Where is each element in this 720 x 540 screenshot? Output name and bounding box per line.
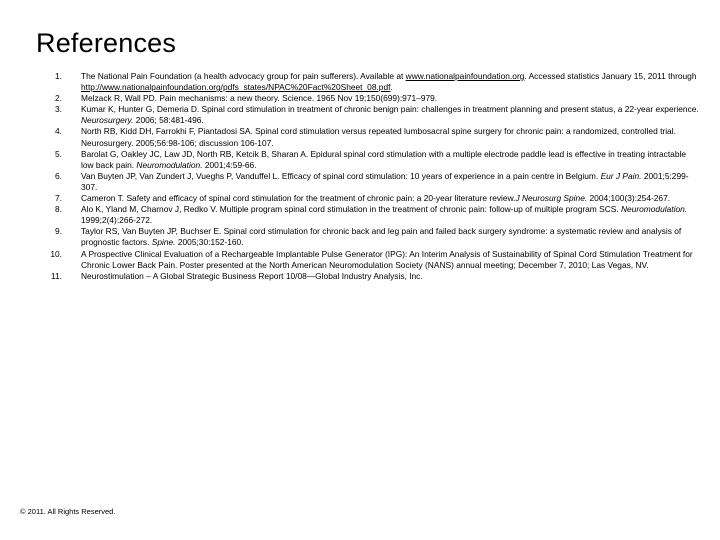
- reference-text: [81, 71, 700, 93]
- reference-text: [81, 149, 700, 171]
- reference-item: [36, 126, 700, 148]
- reference-text: [81, 204, 700, 226]
- reference-text: [81, 104, 700, 126]
- reference-item: [36, 93, 700, 104]
- reference-text-part: Cameron T. Safety and efficacy of spinal cord stimulation for the treatment of chronic pain: a 20-year literature review.: [81, 193, 516, 204]
- reference-text: A Prospective Clinical Evaluation of a Rechargeable Implantable Pulse Generator (IPG): An Interim Analysis of Sustainability of Spinal Cord Stimulation Treatment for Chronic Lower Back Pain. Poster presented at the North American Neuromodulation Society (NANS) annual meeting; December 7, 2010; Las Vegas, NV.: [81, 248, 693, 270]
- reference-text-part: 1999;2(4):266-272.: [81, 215, 153, 226]
- reference-text-part: 2001;5:299-307.: [81, 170, 689, 192]
- reference-text-part: Alo K, Yland M, Charnov J, Redko V. Multiple program spinal cord stimulation in the treatment of chronic pain: follow-up of multiple program SCS.: [81, 204, 621, 215]
- reference-item: [36, 249, 700, 271]
- reference-text: North RB, Kidd DH, Farrokhi F, Piantadosi SA. Spinal cord stimulation versus repeated lumbosacral spine surgery for chronic pain: a randomized, controlled trial. Neurosurgery. 2005;56:98-106; discussion 106-107.: [81, 126, 676, 148]
- reference-text: [81, 171, 700, 193]
- reference-item: [36, 271, 700, 282]
- reference-text: Melzack R, Wall PD. Pain mechanisms: a new theory. Science. 1965 Nov 19;150(699):971–979.: [81, 93, 438, 104]
- reference-text-part: 2001;4:59-66.: [202, 159, 257, 170]
- reference-number: 11.: [50, 270, 62, 281]
- reference-number: 6.: [55, 170, 62, 181]
- reference-number: 7.: [55, 193, 62, 204]
- journal-name: Neurosurgery.: [81, 115, 134, 126]
- journal-name: Eur J Pain.: [600, 170, 642, 181]
- journal-name: Spine.: [151, 237, 176, 248]
- reference-text-part: 2005;30:152-160.: [175, 237, 244, 248]
- reference-text-part: The National Pain Foundation (a health advocacy group for pain sufferers). Available at: [81, 71, 406, 81]
- reference-text-part: . Accessed statistics January 15, 2011 through: [524, 71, 697, 81]
- reference-number: 10.: [50, 248, 62, 259]
- reference-item: [36, 204, 700, 226]
- reference-item: [36, 104, 700, 126]
- reference-text-part: Taylor RS, Van Buyten JP, Buchser E. Spinal cord stimulation for chronic back and leg pain and failed back surgery syndrome: a systematic review and analysis of prognostic factors.: [81, 226, 682, 248]
- reference-number: 2.: [55, 93, 62, 104]
- reference-item: [36, 149, 700, 171]
- reference-item: [36, 226, 700, 248]
- reference-list: [36, 71, 700, 282]
- reference-number: 8.: [55, 204, 62, 215]
- reference-number: 4.: [55, 126, 62, 137]
- journal-name: Neuromodulation.: [620, 204, 688, 215]
- journal-name: J Neurosurg Spine.: [515, 193, 588, 204]
- reference-item: [36, 171, 700, 193]
- reference-text: Neurostimulation – A Global Strategic Business Report 10/08—Global Industry Analysis, Inc.: [81, 270, 423, 281]
- reference-text-part: 2006; 58:481-496.: [133, 115, 204, 126]
- reference-number: 9.: [55, 226, 62, 237]
- reference-text: [81, 193, 700, 204]
- reference-number: 5.: [55, 148, 62, 159]
- page-title: References: [36, 28, 177, 58]
- reference-item: [36, 193, 700, 204]
- fact-sheet-link[interactable]: http://www.nationalpainfoundation.org/pdfs_states/NPAC%20Fact%20Sheet_08.pdf: [81, 82, 391, 93]
- reference-text: [81, 226, 700, 248]
- reference-text-part: Van Buyten JP, Van Zundert J, Vueghs P, Vanduffel L. Efficacy of spinal cord stimulation: 10 years of experience in a pain centre in Belgium.: [81, 170, 601, 181]
- reference-text-part: Kumar K, Hunter G, Demeria D. Spinal cord stimulation in treatment of chronic benign pain: challenges in treatment planning and present status, a 22-year experience.: [81, 104, 699, 115]
- reference-text-part: Barolat G, Oakley JC, Law JD, North RB, Ketcik B, Sharan A. Epidural spinal cord stimulation with a multiple electrode paddle lead is effective in treating intractable low back pain.: [81, 148, 687, 170]
- journal-name: Neuromodulation.: [136, 159, 203, 170]
- reference-item: [36, 71, 700, 93]
- foundation-link[interactable]: www.nationalpainfoundation.org: [405, 71, 525, 81]
- reference-text-part: 2004;100(3):254-267.: [587, 193, 671, 204]
- copyright-footer: © 2011. All Rights Reserved.: [20, 507, 116, 516]
- reference-number: 1.: [55, 71, 62, 81]
- reference-number: 3.: [55, 104, 62, 115]
- reference-text-part: .: [390, 82, 393, 93]
